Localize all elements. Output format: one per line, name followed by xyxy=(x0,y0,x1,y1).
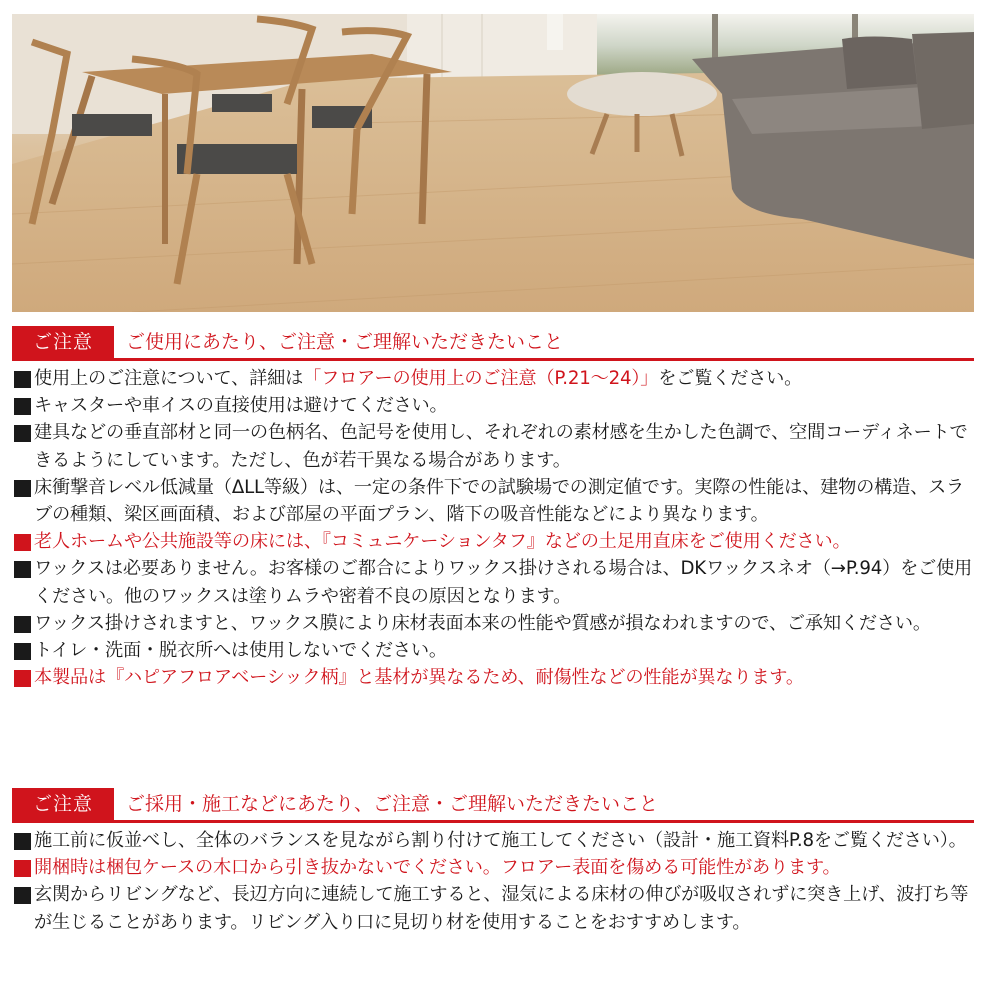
list-item: トイレ・洗面・脱衣所へは使用しないでください。 xyxy=(12,637,974,664)
notice-list xyxy=(12,365,974,691)
caution-tag: ご注意 xyxy=(12,788,114,820)
notice-list xyxy=(12,827,974,936)
list-item: 床衝撃音レベル低減量（ΔLL等級）は、一定の条件下での試験場での測定値です。実際の性能は、建物の構造、スラブの種類、梁区画面積、および部屋の平面プラン、階下の吸音性能などにより異なります。 xyxy=(12,474,974,528)
section-title: ご使用にあたり、ご注意・ご理解いただきたいこと xyxy=(126,331,564,353)
installation-notice-section xyxy=(12,788,974,936)
usage-notice-section xyxy=(12,326,974,691)
list-item-warning: 開梱時は梱包ケースの木口から引き抜かないでください。フロアー表面を傷める可能性があります。 xyxy=(12,854,974,881)
room-illustration xyxy=(12,14,974,312)
section-title: ご採用・施工などにあたり、ご注意・ご理解いただきたいこと xyxy=(126,793,659,815)
list-item: ワックスは必要ありません。お客様のご都合によりワックス掛けされる場合は、DKワックスネオ（→P.94）をご使用ください。他のワックスは塗りムラや密着不良の原因となります。 xyxy=(12,555,974,609)
list-item: 玄関からリビングなど、長辺方向に連続して施工すると、湿気による床材の伸びが吸収されずに突き上げ、波打ち等が生じることがあります。リビング入り口に見切り材を使用することをおすすめします。 xyxy=(12,881,974,935)
reference-link[interactable]: 「フロアーの使用上のご注意（P.21〜24）」 xyxy=(303,368,659,389)
list-item-warning: 本製品は『ハピアフロアベーシック柄』と基材が異なるため、耐傷性などの性能が異なります。 xyxy=(12,664,974,691)
section-header xyxy=(12,788,974,823)
list-item: 施工前に仮並べし、全体のバランスを見ながら割り付けて施工してください（設計・施工資料P.8をご覧ください）。 xyxy=(12,827,974,854)
living-dining-room-photo xyxy=(12,14,974,312)
list-item: 建具などの垂直部材と同一の色柄名、色記号を使用し、それぞれの素材感を生かした色調で、空間コーディネートできるようにしています。ただし、色が若干異なる場合があります。 xyxy=(12,419,974,473)
item-text: をご覧ください。 xyxy=(658,368,803,389)
section-header xyxy=(12,326,974,361)
item-text: 使用上のご注意について、詳細は xyxy=(34,368,304,389)
list-item xyxy=(12,365,974,392)
caution-tag: ご注意 xyxy=(12,326,114,358)
list-item: キャスターや車イスの直接使用は避けてください。 xyxy=(12,392,974,419)
list-item: ワックス掛けされますと、ワックス膜により床材表面本来の性能や質感が損なわれますので、ご承知ください。 xyxy=(12,610,974,637)
list-item-warning: 老人ホームや公共施設等の床には、『コミュニケーションタフ』などの土足用直床をご使用ください。 xyxy=(12,528,974,555)
